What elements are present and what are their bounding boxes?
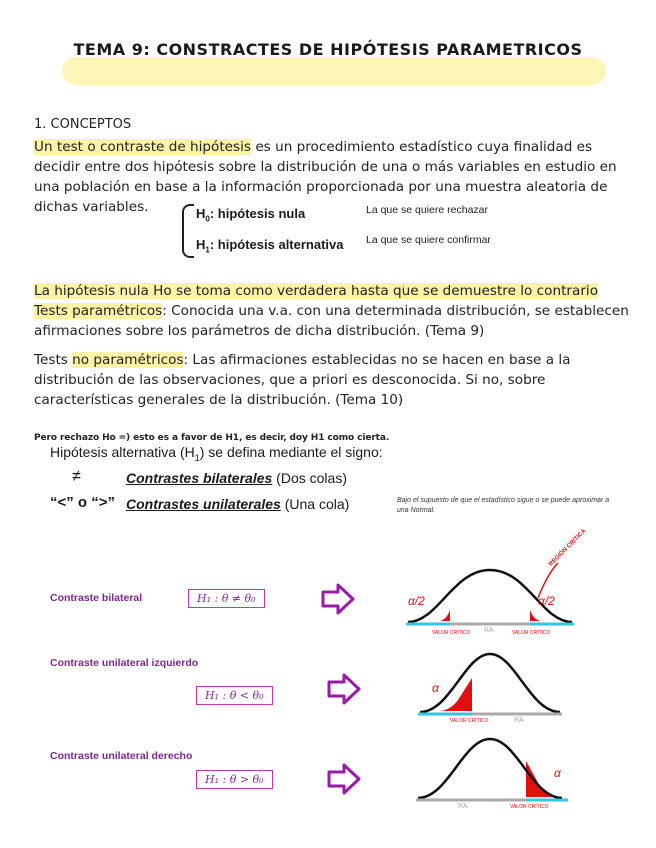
highlight-nonparametric: no paramétricos [72,352,184,368]
parametric-text: : Conocida una v.a. con una determinada distribución, se establecen afirmaciones sobre los parámetros de dicha distribución. (Tema 9) [34,303,629,339]
right-tail [530,610,542,621]
ra-label: RA [514,717,524,724]
alt-heading: Hipótesis alternativa $(H_1)$ se defina mediante el signo: [50,444,383,463]
critical-value-right: VALOR CRÍTICO [512,630,551,636]
arrow-icon [326,762,362,796]
alpha-half-left: α/2 [408,594,425,608]
region-critica-label: REGIÓN CRÍTICA [548,528,588,568]
alpha-label: α [432,681,439,695]
critical-value: VALOR CRÍTICO [450,718,489,724]
bilateral-graph [398,528,588,640]
unilateral-suffix: (Una cola) [280,496,350,512]
region-arrow [538,563,558,598]
normal-note: Bajo el supuesto de que el estadístico sigue o se puede aproximar a una Normal. [397,497,610,514]
left-tail [438,678,472,711]
paragraph-null-hypothesis [34,281,634,341]
test-name-right: Contraste unilateral derecho [50,750,193,762]
ra-label: RA [484,627,494,634]
paragraph-nonparametric [34,350,624,410]
paragraph-text: es un procedimiento estadístico cuya finalidad es decidir entre dos hipótesis sobre la distribución de una o más variables en estudio en una población en base a la información proporcionada por una muestra aleatoria de dichas variables. [34,139,617,215]
handwritten-note: Pero rechazo Ho =) esto es a favor de H1, es decir, doy H1 como cierta. [34,433,390,443]
bilateral-line [126,470,347,486]
nonparam-text: : Las afirmaciones establecidas no se hacen en base a la distribución de las observaciones, que a priori es desconocida. Si no, sobre características generales de la distribución. (Tema 10) [34,352,571,408]
highlight-null: La hipótesis nula Ho se toma como verdadera hasta que se demuestre lo contrario [34,283,599,299]
left-tail [438,610,450,621]
test-name-bilateral: Contraste bilateral [50,592,143,604]
h1-box-left: H₁ : θ < θ₀ [196,686,273,705]
h0-note: La que se quiere rechazar [366,204,488,216]
unilateral-line [126,496,349,512]
normal-curve [420,654,560,712]
page-title: TEMA 9: CONSTRACTES DE HIPÓTESIS PARAMETRICOS [73,40,583,59]
bilateral-suffix: (Dos colas) [272,470,347,486]
highlight-parametric: Tests paramétricos [34,303,163,319]
arrow-icon [326,672,362,706]
alpha-half-right: α/2 [538,594,555,608]
critical-value-left: VALOR CRÍTICO [432,630,471,636]
h1-note: La que se quiere confirmar [366,234,491,246]
hypotheses-brace [182,204,194,258]
h0-label: $H_0$: hipótesis nula [196,206,306,224]
bilateral-label: Contrastes bilaterales [126,470,273,486]
test-name-left: Contraste unilateral izquierdo [50,657,199,669]
arrow-icon [320,582,356,616]
h1-box-right: H₁ : θ > θ₀ [196,770,273,789]
h1-label: $H_1$: hipótesis alternativa [196,237,344,255]
unilateral-label: Contrastes unilaterales [126,496,281,512]
alpha-label: α [554,766,561,780]
ra-label: RA [458,803,468,810]
section-heading: 1. CONCEPTOS [34,117,132,132]
right-tail-graph [408,735,583,817]
critical-value: VALOR CRÍTICO [510,804,549,810]
neq-symbol: ≠ [72,468,81,485]
paragraph-definition [34,137,624,217]
h1-box-bilateral: H₁ : θ ≠ θ₀ [188,589,265,608]
ltgt-symbol: “<” o “>” [50,494,116,511]
left-tail-graph [410,648,580,728]
highlight-term: Un test o contraste de hipótesis [34,139,251,155]
title-highlight [62,57,606,85]
nonparam-pre: Tests [34,352,73,368]
